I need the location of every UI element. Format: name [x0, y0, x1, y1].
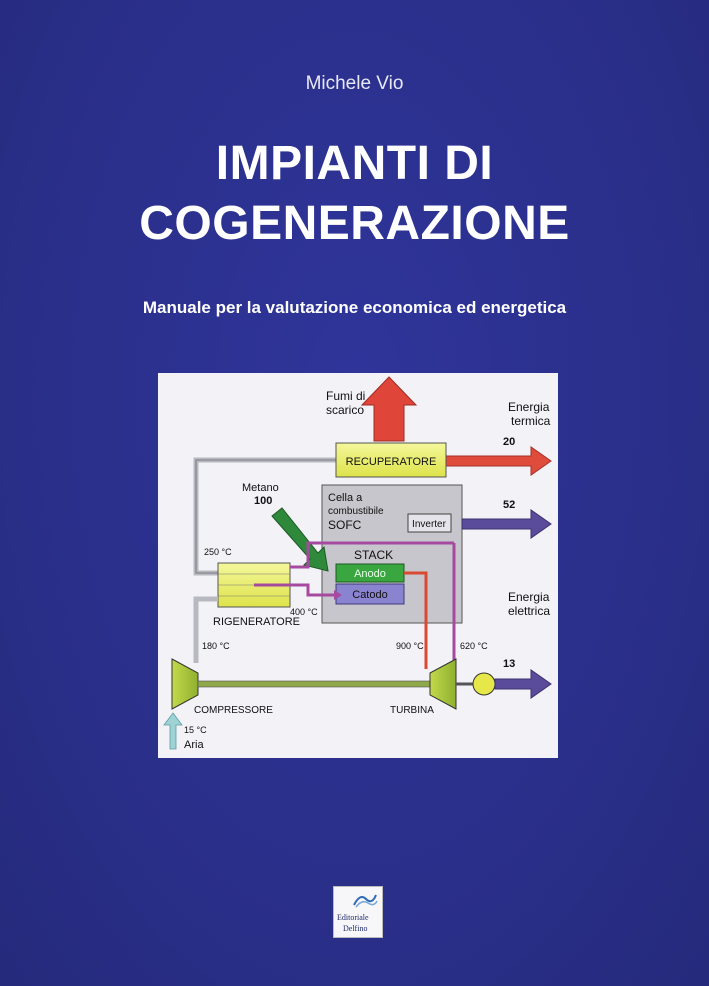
title-line-1: IMPIANTI DI	[215, 137, 494, 190]
shaft	[198, 681, 430, 687]
turbina-label: TURBINA	[390, 705, 434, 716]
pipe-compressor-to-rig	[196, 599, 218, 663]
author-name: Michele Vio	[305, 73, 404, 94]
thermal-output-arrow	[446, 447, 551, 475]
energia-termica-label-1: Energia	[508, 400, 550, 414]
electric-output-arrow-13	[495, 670, 551, 698]
publisher-name-1: Editoriale	[337, 913, 369, 922]
thermal-value: 20	[503, 436, 516, 448]
anodo-label: Anodo	[354, 568, 386, 580]
metano-label: Metano	[242, 482, 279, 494]
publisher-logo	[333, 886, 383, 938]
energia-elettrica-label-1: Energia	[508, 590, 550, 604]
fumi-label-2: scarico	[326, 403, 365, 417]
temp-250: 250 °C	[204, 547, 232, 557]
temp-15: 15 °C	[184, 725, 207, 735]
metano-value: 100	[254, 495, 273, 507]
sofc-label: SOFC	[328, 518, 362, 532]
title-line-2: COGENERAZIONE	[139, 197, 570, 250]
book-subtitle: Manuale per la valutazione economica ed energetica	[142, 298, 567, 317]
diagram-svg	[158, 373, 558, 758]
publisher-name-2: Delfino	[343, 924, 368, 933]
exhaust-arrow	[362, 377, 416, 441]
inverter-label: Inverter	[412, 519, 446, 530]
cogeneration-diagram	[158, 373, 558, 758]
compressor-shape	[172, 659, 198, 709]
catodo-label: Catodo	[352, 589, 388, 601]
cella-label-1: Cella a	[328, 492, 363, 504]
temp-180: 180 °C	[202, 641, 230, 651]
turbine-shape	[430, 659, 456, 709]
book-title	[0, 134, 709, 254]
aria-label: Aria	[184, 739, 204, 751]
rigeneratore-label: RIGENERATORE	[213, 616, 300, 628]
air-inlet-arrow	[164, 713, 182, 749]
temp-900: 900 °C	[396, 641, 424, 651]
temp-400: 400 °C	[290, 607, 318, 617]
stack-label: STACK	[354, 548, 394, 562]
cella-label-2: combustibile	[328, 506, 384, 517]
generator-circle	[473, 673, 495, 695]
publisher-wave-icon	[352, 891, 378, 909]
compressore-label: COMPRESSORE	[194, 705, 273, 716]
energia-elettrica-label-2: elettrica	[508, 604, 551, 618]
electric-value-13: 13	[503, 658, 516, 670]
recuperatore-label: RECUPERATORE	[345, 456, 437, 468]
metano-arrow	[272, 508, 328, 571]
electric-value-52: 52	[503, 499, 516, 511]
electric-output-arrow-52	[462, 510, 551, 538]
temp-620: 620 °C	[460, 641, 488, 651]
energia-termica-label-2: termica	[511, 414, 551, 428]
fumi-label-1: Fumi di	[326, 389, 366, 403]
